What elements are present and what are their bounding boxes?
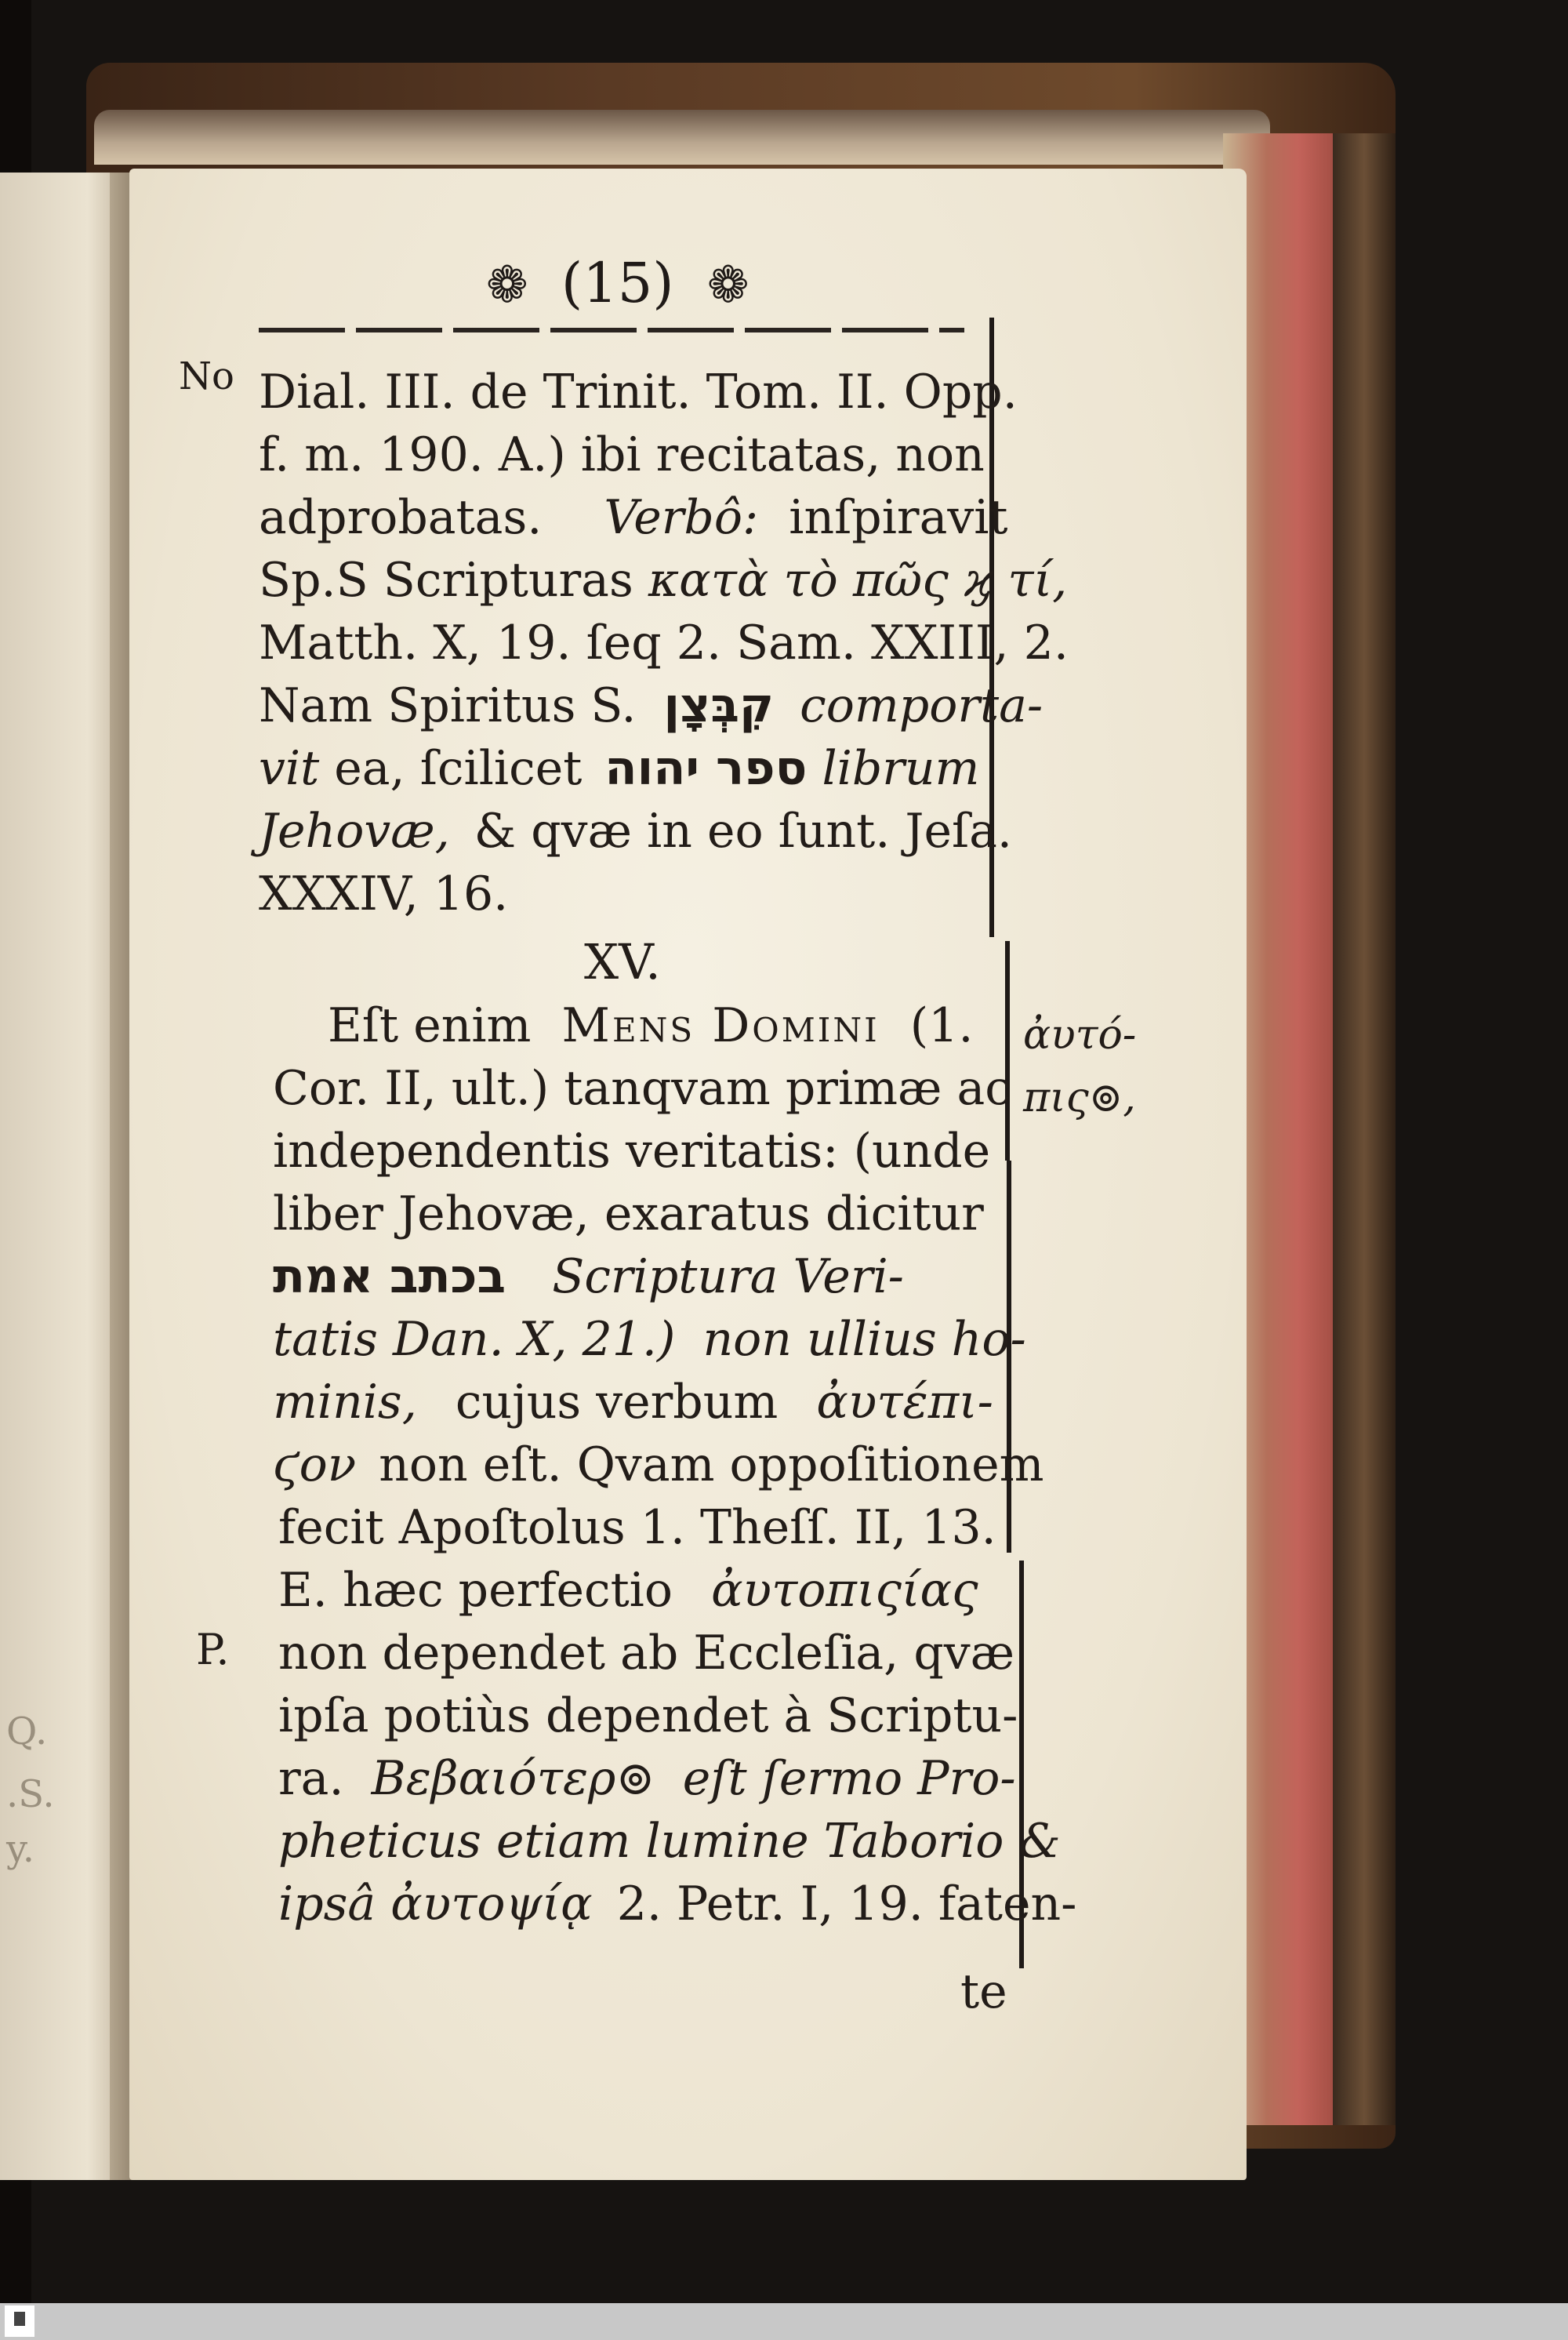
text-line [278,1559,978,1622]
text-span: adprobatas. [259,490,543,545]
greek-span: ϛον [273,1437,357,1492]
text-span-italic: librum [822,741,980,796]
text-span-italic: Verbô: [604,490,759,545]
margin-note-no: No [179,354,234,398]
greek-span: Βεβαιότερ⊚ [371,1751,655,1806]
text-line: Cor. II, ult.) tanqvam primæ ac [273,1061,1011,1116]
ornament-left-icon: ❁ [486,256,528,314]
text-span: & qvæ in eo ſunt. Jeſa. [474,804,1013,859]
hebrew-span: קִבְּצָן [663,678,775,733]
section-number: XV. [584,933,661,990]
text-span-italic: eſt ſermo Pro- [682,1751,1016,1806]
text-span: non eſt. Qvam oppoſitionem [379,1437,1044,1492]
text-line: non dependet ab Eccleſia, qvæ [278,1626,1015,1681]
text-line: fecit Apoſtolus 1. Theſſ. II, 13. [278,1500,996,1555]
text-span-italic: Scriptura Veri- [552,1249,904,1304]
vertical-rule-2 [1005,941,1010,1161]
text-span: Eſt enim [328,998,532,1053]
text-span-italic: non ullius ho- [702,1312,1026,1367]
text-line: liber Jehovæ, exaratus dicitur [273,1186,984,1241]
text-line [278,1747,1016,1810]
text-line [273,1245,904,1308]
text-line [259,549,1067,612]
text-span: ea, ſcilicet [334,741,583,796]
text-line [273,1371,993,1433]
catchword: te [960,1964,1007,2019]
text-span: 2. Petr. I, 19. faten- [616,1877,1077,1931]
text-span-italic: vit [259,741,320,796]
viewer-bottom-bar [0,2303,1568,2340]
margin-note-p: P. [196,1625,230,1674]
cover-edge-right [1333,133,1396,2125]
header-rule [259,328,964,332]
text-line [259,800,1012,863]
greek-span: ἀυτέπι- [816,1375,993,1430]
text-span: Nam Spiritus S. [259,678,637,733]
text-line [273,1433,1044,1496]
margin-note-greek-2: πις⊚, [1023,1074,1136,1121]
text-span: (1. [909,998,974,1053]
facing-page-bleed: y. [6,1827,34,1871]
text-line: f. m. 190. A.) ibi recitatas, non [259,427,985,482]
facing-page-bleed: .S. [6,1772,55,1816]
text-line: Matth. X, 19. ſeq 2. Sam. XXIII, 2. [259,616,1069,670]
greek-span: κατὰ τὸ πῶς ϗ τί, [648,553,1068,608]
text-line: XXXIV, 16. [259,867,509,921]
greek-span: ἀυτοπιςίας [711,1563,978,1618]
text-line [259,674,1043,737]
text-line: Dial. III. de Trinit. Tom. II. Opp. [259,365,1018,420]
ornament-right-icon: ❁ [706,256,750,314]
text-span-italic: ipsâ ἀυτοψίᾳ [278,1877,593,1931]
text-span-italic: tatis Dan. X, 21.) [273,1312,676,1367]
page-number: (15) [561,251,674,315]
text-line [273,1308,1026,1371]
margin-note-greek-1: ἀυτό- [1023,1012,1137,1059]
text-span: Sp.S Scripturas [259,553,633,608]
text-span: E. hæc perfectio [278,1563,673,1618]
text-span: inſpiravit [789,490,1008,545]
text-span: ra. [278,1751,344,1806]
text-span-italic: minis, [273,1375,417,1430]
text-span: cujus verbum [455,1375,779,1430]
text-line: ipſa potiùs dependet à Scriptu- [278,1688,1018,1743]
hebrew-span: ספר יהוה [604,741,808,796]
facing-page-bleed: Q. [6,1710,48,1753]
page-header [470,251,764,315]
text-line [328,994,973,1057]
text-span-smallcaps: Mens Domini [561,998,880,1053]
hebrew-span: בכתב אמת [273,1249,506,1304]
facing-page-left [0,173,125,2180]
text-span-italic: Jehovæ, [259,804,450,859]
text-line [259,486,1008,549]
text-span-italic: comporta- [800,678,1044,733]
text-line: pheticus etiam lumine Taborio & [278,1814,1061,1869]
text-line [259,737,979,800]
page-block-top-edge [94,110,1270,165]
library-logo-icon [5,2305,34,2337]
text-line: independentis veritatis: (unde [273,1124,991,1179]
text-line [278,1873,1076,1935]
